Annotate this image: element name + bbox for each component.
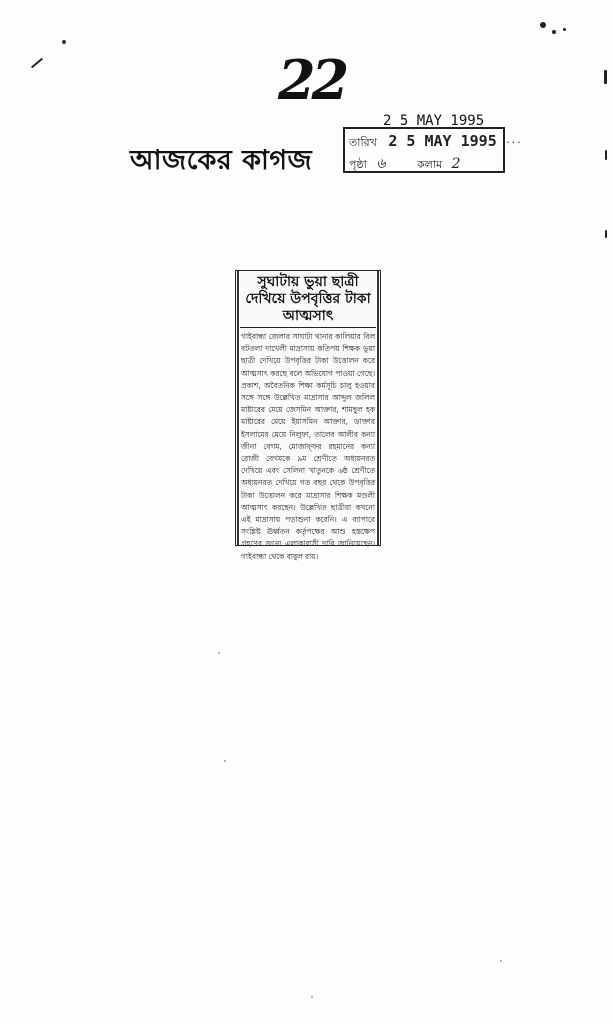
stamp-date-value: 2 5 MAY 1995: [388, 132, 497, 150]
stray-pen-mark: [31, 58, 43, 69]
edge-speck: [540, 22, 546, 28]
article-headline: সুঘাটায় ভুয়া ছাত্রী দেখিয়ে উপবৃত্তির টাকা আত্মসাৎ: [240, 274, 376, 328]
clipping-edge: [377, 271, 379, 545]
scan-dot: [500, 960, 502, 962]
edge-speck: [605, 230, 607, 238]
stamp-date-label: তারিখ: [349, 136, 377, 149]
stamp-dots: ···: [506, 136, 523, 149]
stamp-column-value: 2: [451, 156, 461, 172]
newspaper-name: আজকের কাগজ: [130, 145, 313, 176]
ink-dot: [62, 40, 66, 44]
scan-dot: [311, 996, 313, 998]
scan-dot: [218, 652, 220, 654]
archive-stamp: [343, 127, 523, 173]
date-line: 2 5 MAY 1995: [383, 113, 485, 129]
stamp-date-row: [349, 132, 523, 153]
stamp-page-label: পৃষ্ঠা: [349, 158, 367, 171]
scan-dot: [224, 760, 226, 762]
handwritten-page-number: 22: [278, 48, 346, 112]
edge-speck: [605, 150, 607, 160]
article-body: গাইবান্ধা জেলার সাঘাটা থানার কালিয়ার বিল বটতলা দাখেলী মাদ্রাসায় কতিপয় শিক্ষক ভুয়া ছাত্রী দেখিয়ে উপবৃত্তির টাকা উত্তোলন করে আত্মসাৎ করছে বলে অভিযোগ পাওয়া গেছে। প্রকাশ, অবৈতনিক শিক্ষা কর্মসূচি চালু হওয়ার সঙ্গে সঙ্গে উল্লেখিত মাদ্রাসার আব্দুল জলিল মাষ্টারের মেয়ে জেসমিন আক্তার, শামছুল হক মাষ্টারের মেয়ে ইয়াসমিন আক্তার, ডাক্তার ইসলামের মেয়ে নিলুফা, তালেব আলীর কন্যা জীনা বেগম, মোজাফ্ফর রহমানের কন্যা রোজী বেগমকে ৯ম শ্রেণীতে অধ্যয়নরত দেখিয়ে এবং সেলিনা খাতুনকে ৬ষ্ঠ শ্রেণীতে অধ্যয়নরত দেখিয়ে গত বছর থেকে উপবৃত্তির টাকা উত্তোলন করে মাদ্রাসার শিক্ষক মণ্ডলী আত্মসাৎ করছেন। উল্লেখিত ছাত্রীরা কখনো এই মাদ্রাসায় পড়াশুনা করেনি। এ ব্যাপারে সংশ্লিষ্ট ঊর্ধ্বতন কর্তৃপক্ষের আশু হস্তক্ষেপ গ্রহণের জন্যে এলাকাবাসী দাবি জানিয়েছেন। গাইবান্ধা থেকে বাবুল রায়।: [241, 332, 375, 561]
stamp-column-label: কলাম: [416, 158, 443, 171]
edge-speck: [552, 30, 556, 34]
clipping-edge: [237, 271, 239, 545]
stamp-page-value: ৬: [376, 156, 386, 172]
newspaper-clipping: [235, 270, 381, 561]
edge-speck: [563, 28, 566, 31]
stamp-page-row: [349, 152, 467, 176]
edge-speck: [604, 70, 607, 84]
